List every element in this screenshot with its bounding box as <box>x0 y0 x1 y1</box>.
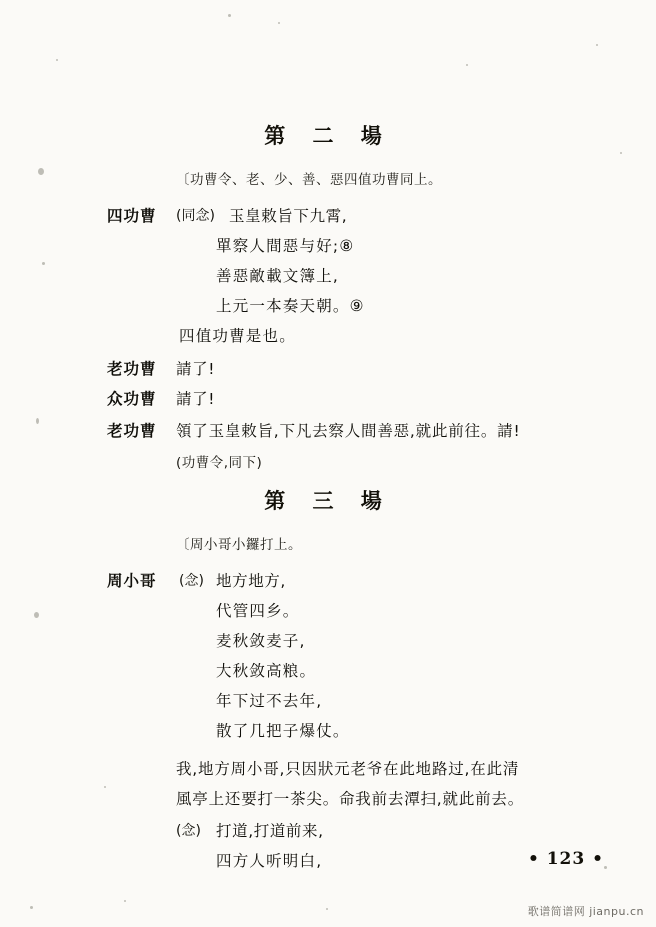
speaker-zhou-xiaoge: 周小哥 <box>107 572 157 590</box>
dialogue-line: 請了! <box>176 390 216 408</box>
cue-nian-2: (念) <box>176 823 201 839</box>
dialogue-line: 打道,打道前来, <box>216 822 324 840</box>
dialogue-line: 四方人听明白, <box>216 852 323 870</box>
dialogue-line: 請了! <box>176 360 216 378</box>
speaker-old-gongcao-2: 老功曹 <box>107 422 157 440</box>
stage-direction-scene-3: 〔周小哥小鑼打上。 <box>176 537 302 553</box>
dialogue-line: 年下过不去年, <box>216 692 323 710</box>
site-watermark: 歌谱简谱网 jianpu.cn <box>527 905 644 918</box>
dialogue-line: 四值功曹是也。 <box>179 327 296 345</box>
dialogue-line: 代管四乡。 <box>216 602 300 620</box>
dialogue-line: 大秋敛高粮。 <box>216 662 317 680</box>
scene-title-3: 第 三 場 <box>264 488 392 513</box>
dialogue-line: 麦秋敛麦子, <box>216 632 306 650</box>
scene-title-2: 第 二 場 <box>264 123 392 148</box>
speaker-all-gongcao: 众功曹 <box>107 390 157 408</box>
dialogue-line: 我,地方周小哥,只因狀元老爷在此地路过,在此清 <box>176 760 520 778</box>
dialogue-line: 善惡敵載文簿上, <box>216 267 340 285</box>
page-number: • 123 • <box>527 849 604 869</box>
stage-direction-scene-2: 〔功曹令、老、少、善、惡四值功曹同上。 <box>176 172 442 188</box>
speaker-old-gongcao: 老功曹 <box>107 360 157 378</box>
cue-nian: (念) <box>179 573 204 589</box>
speaker-four-gongcao: 四功曹 <box>107 207 157 225</box>
dialogue-line: 玉皇敕旨下九霄, <box>229 207 348 225</box>
dialogue-line: 風亭上还要打一茶尖。命我前去潭扫,就此前去。 <box>176 790 525 808</box>
exit-direction-scene-2: (功曹令,同下) <box>176 455 263 471</box>
dialogue-line: 單察人間惡与好;⑧ <box>216 237 355 255</box>
dialogue-line: 上元一本奏天朝。⑨ <box>216 297 365 315</box>
cue-tongnian: (同念) <box>176 208 215 224</box>
dialogue-line: 地方地方, <box>216 572 286 590</box>
dialogue-line: 領了玉皇敕旨,下凡去察人間善惡,就此前往。請! <box>176 422 521 440</box>
dialogue-line: 散了几把子爆仗。 <box>216 722 350 740</box>
